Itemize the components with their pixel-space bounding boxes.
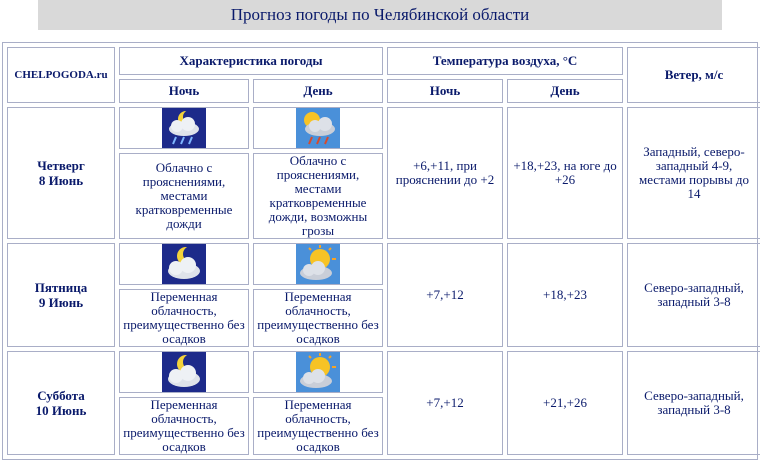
day-description: Переменная облачность, преимущественно без осадков: [253, 397, 383, 455]
temp-day-cell: +18,+23, на юге до +26: [507, 107, 623, 239]
date-label: 8 Июнь: [38, 173, 84, 188]
page-title: Прогноз погоды по Челябинской области: [230, 5, 530, 24]
weather-characteristic-header: Характеристика погоды: [119, 47, 383, 75]
site-name: CHELPOGODA.ru: [14, 69, 108, 81]
weather-night-header: Ночь: [119, 79, 249, 103]
night-icon-cell: [119, 107, 249, 149]
cloud-moon-rain-icon: [162, 108, 206, 148]
temp-day-cell: +18,+23: [507, 243, 623, 347]
cloud-sun-icon: [296, 244, 340, 284]
table-row: [7, 243, 760, 285]
air-temperature-header: Температура воздуха, °С: [387, 47, 623, 75]
temp-night-header: Ночь: [387, 79, 503, 103]
table-row: [7, 107, 760, 149]
header-row-1: [7, 47, 760, 75]
site-name-cell: [7, 47, 115, 103]
temp-night-cell: +6,+11, при прояснении до +2: [387, 107, 503, 239]
day-description: Переменная облачность, преимущественно без осадков: [253, 289, 383, 347]
date-cell: [7, 243, 115, 347]
date-cell: [7, 107, 115, 239]
wind-cell: Северо-западный, западный 3-8: [627, 351, 760, 455]
wind-cell: Северо-западный, западный 3-8: [627, 243, 760, 347]
day-icon-cell: [253, 351, 383, 393]
cloud-moon-icon: [162, 244, 206, 284]
night-icon-cell: [119, 351, 249, 393]
weekday-label: Пятница: [34, 280, 88, 295]
date-cell: [7, 351, 115, 455]
night-description: Переменная облачность, преимущественно без осадков: [119, 397, 249, 455]
temp-night-cell: +7,+12: [387, 243, 503, 347]
day-icon-cell: [253, 107, 383, 149]
forecast-table: [3, 43, 760, 459]
night-description: Переменная облачность, преимущественно без осадков: [119, 289, 249, 347]
temp-day-cell: +21,+26: [507, 351, 623, 455]
temp-day-header: День: [507, 79, 623, 103]
night-icon-cell: [119, 243, 249, 285]
cloud-sun-icon: [296, 352, 340, 392]
weekday-label: Четверг: [37, 158, 85, 173]
table-row: [7, 351, 760, 393]
wind-cell: Западный, северо-западный 4-9, местами порывы до 14: [627, 107, 760, 239]
temp-night-cell: +7,+12: [387, 351, 503, 455]
night-description: Облачно с прояснениями, местами кратковременные дожди: [119, 153, 249, 239]
page-title-banner: [38, 0, 722, 30]
cloud-sun-rain-icon: [296, 108, 340, 148]
wind-header: Ветер, м/с: [627, 47, 760, 103]
forecast-table-container: [2, 42, 758, 460]
weekday-label: Суббота: [37, 388, 85, 403]
day-icon-cell: [253, 243, 383, 285]
cloud-moon-icon: [162, 352, 206, 392]
day-description: Облачно с прояснениями, местами кратковременные дожди, возможны грозы: [253, 153, 383, 239]
date-label: 10 Июнь: [35, 403, 87, 418]
date-label: 9 Июнь: [38, 295, 84, 310]
weather-day-header: День: [253, 79, 383, 103]
